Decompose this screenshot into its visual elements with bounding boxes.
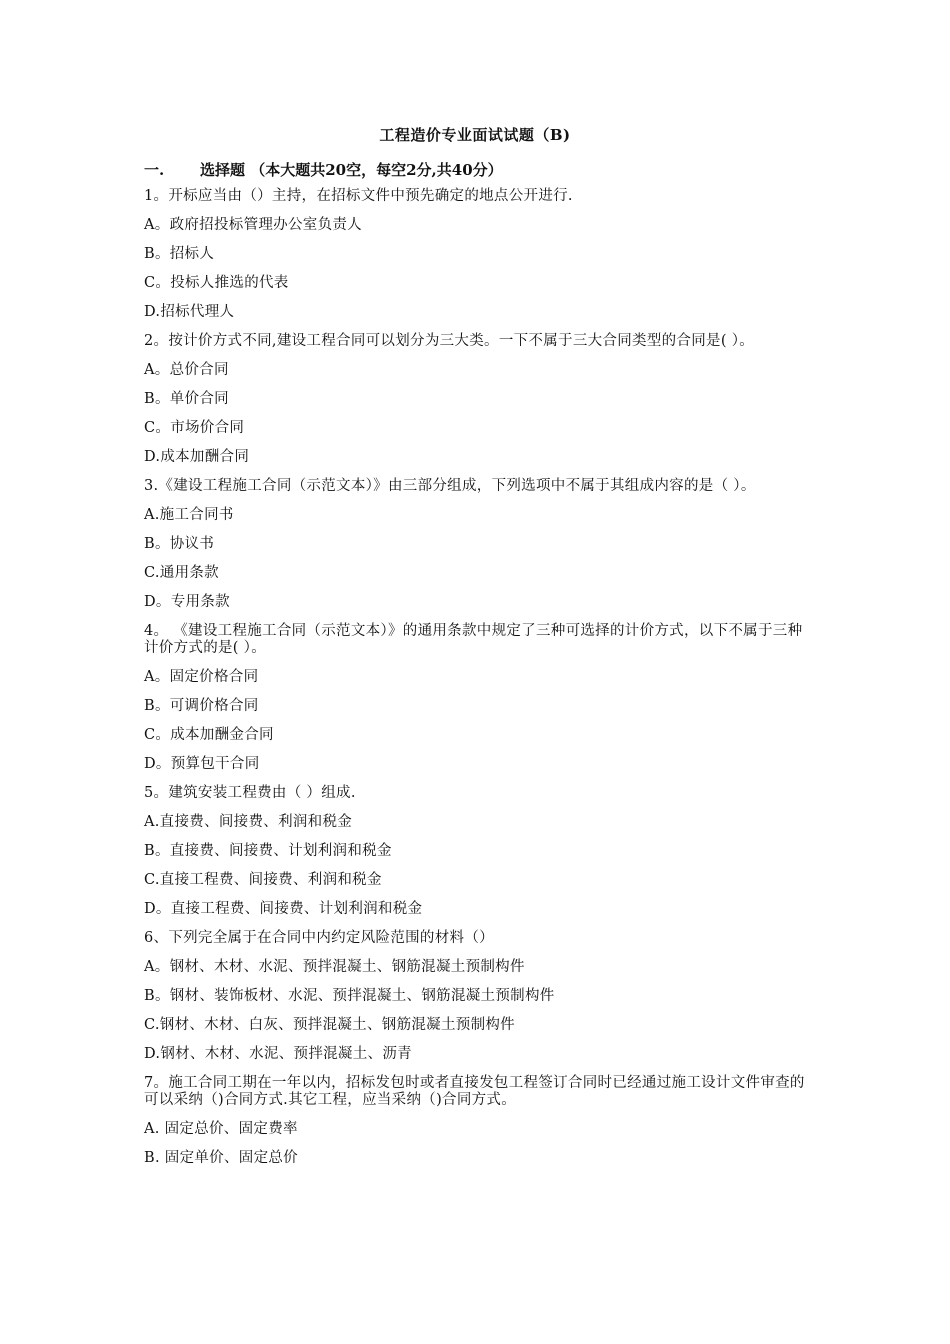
question-block: [144, 333, 809, 466]
question-text: 5。建筑安装工程费由（ ）组成.: [144, 785, 356, 801]
question-block: [144, 930, 809, 1063]
option-b: B。单价合同: [144, 391, 229, 407]
section-number: 一.: [144, 161, 165, 179]
option-b: B. 固定单价、固定总价: [144, 1150, 298, 1166]
question-text: 3.《建设工程施工合同（示范文本）》由三部分组成，下列选项中不属于其组成内容的是（ ）。: [144, 478, 756, 494]
option-c: C.钢材、木材、白灰、预拌混凝土、钢筋混凝土预制构件: [144, 1017, 515, 1033]
option-a: A。钢材、木材、水泥、预拌混凝土、钢筋混凝土预制构件: [144, 959, 525, 975]
option-a: A。固定价格合同: [144, 669, 259, 685]
option-d: D。直接工程费、间接费、计划利润和税金: [144, 901, 423, 917]
option-d: D。专用条款: [144, 594, 230, 610]
option-b: B。直接费、间接费、计划利润和税金: [144, 843, 392, 859]
option-c: C。成本加酬金合同: [144, 727, 274, 743]
option-d: D.招标代理人: [144, 304, 235, 320]
option-a: A。政府招投标管理办公室负责人: [144, 217, 362, 233]
question-text: 7。施工合同工期在一年以内，招标发包时或者直接发包工程签订合同时已经通过施工设计文件审查的可以采纳（)合同方式.其它工程，应当采纳（)合同方式。: [144, 1075, 805, 1108]
question-text: 2。按计价方式不同,建设工程合同可以划分为三大类。一下不属于三大合同类型的合同是( ）。: [144, 333, 755, 349]
question-block: [144, 478, 809, 611]
question-block: [144, 785, 809, 918]
option-a: A. 固定总价、固定费率: [144, 1121, 298, 1137]
option-a: A。总价合同: [144, 362, 229, 378]
question-block: [144, 623, 809, 773]
question-text: 4。 《建设工程施工合同（示范文本）》的通用条款中规定了三种可选择的计价方式，以下不属于三种计价方式的是( ）。: [144, 623, 803, 656]
section-label: 选择题 （本大题共20空，每空2分,共40分）: [200, 161, 503, 179]
option-a: A.直接费、间接费、利润和税金: [144, 814, 353, 830]
option-b: B。协议书: [144, 536, 215, 552]
section-heading: [144, 159, 503, 180]
question-text: 6、下列完全属于在合同中内约定风险范围的材料（）: [144, 930, 494, 946]
option-a: A.施工合同书: [144, 507, 234, 523]
option-b: B。钢材、装饰板材、水泥、预拌混凝土、钢筋混凝土预制构件: [144, 988, 555, 1004]
option-c: C.直接工程费、间接费、利润和税金: [144, 872, 382, 888]
option-c: C。投标人推选的代表: [144, 275, 289, 291]
question-list: [144, 188, 809, 1179]
option-d: D.钢材、木材、水泥、预拌混凝土、沥青: [144, 1046, 412, 1062]
question-block: [144, 1075, 809, 1167]
question-block: [144, 188, 809, 321]
option-d: D。预算包干合同: [144, 756, 260, 772]
option-d: D.成本加酬合同: [144, 449, 250, 465]
option-b: B。可调价格合同: [144, 698, 259, 714]
option-c: C。市场价合同: [144, 420, 245, 436]
option-b: B。招标人: [144, 246, 215, 262]
question-text: 1。开标应当由（）主持，在招标文件中预先确定的地点公开进行.: [144, 188, 573, 204]
document-title: 工程造价专业面试试题（B): [379, 126, 571, 144]
option-c: C.通用条款: [144, 565, 219, 581]
